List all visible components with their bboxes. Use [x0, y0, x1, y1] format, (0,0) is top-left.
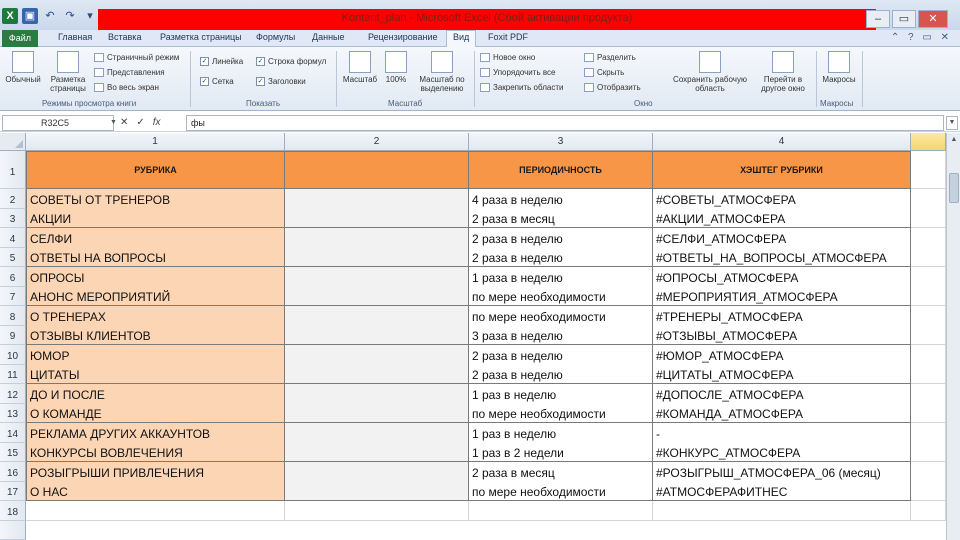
- rubrika-line: ЮМОР: [30, 349, 70, 363]
- empty-cell[interactable]: [653, 501, 911, 521]
- chevron-down-icon[interactable]: ▼: [110, 119, 117, 126]
- periodicity-line: 2 раза в неделю: [472, 251, 563, 265]
- close-button[interactable]: ✕: [918, 10, 948, 28]
- rubrika-line: АКЦИИ: [30, 212, 72, 226]
- empty-cell[interactable]: [911, 423, 946, 462]
- ruler-checkbox[interactable]: ✓ Линейка: [201, 57, 244, 66]
- row-header[interactable]: 9: [0, 326, 26, 346]
- blank-cell[interactable]: [285, 384, 469, 423]
- tab-file[interactable]: Файл: [2, 30, 38, 47]
- column-header[interactable]: 4: [653, 133, 911, 151]
- checkbox-icon: ✓: [257, 78, 264, 85]
- periodicity-line: 1 раз в неделю: [472, 427, 557, 441]
- hashtag-cell[interactable]: [653, 423, 911, 462]
- page-layout-button[interactable]: Разметка страницы: [46, 51, 90, 93]
- header-rubrika[interactable]: РУБРИКА: [26, 151, 285, 189]
- row-header[interactable]: 11: [0, 365, 26, 385]
- periodicity-line: по мере необходимости: [472, 485, 606, 499]
- blank-cell[interactable]: [285, 345, 469, 384]
- redo-icon[interactable]: ↷: [65, 10, 75, 22]
- hashtag-line: #ЦИТАТЫ_АТМОСФЕРА: [656, 368, 794, 382]
- vertical-scrollbar[interactable]: [946, 133, 960, 540]
- rubrika-line: АНОНС МЕРОПРИЯТИЙ: [30, 290, 171, 304]
- unhide-button[interactable]: Отобразить: [584, 83, 641, 92]
- hashtag-line: #ОПРОСЫ_АТМОСФЕРА: [656, 271, 799, 285]
- empty-cell[interactable]: [911, 151, 946, 189]
- row-header[interactable]: 8: [0, 306, 26, 326]
- rubrika-cell[interactable]: [26, 384, 285, 423]
- hashtag-line: #РОЗЫГРЫШ_АТМОСФЕРА_06 (месяц): [656, 466, 881, 480]
- row-header[interactable]: 15: [0, 443, 26, 463]
- formula-bar: [0, 114, 960, 132]
- hashtag-line: #ОТЗЫВЫ_АТМОСФЕРА: [656, 329, 798, 343]
- empty-cell[interactable]: [285, 501, 469, 521]
- rubrika-line: ДО И ПОСЛЕ: [30, 388, 105, 402]
- name-box[interactable]: R32C5: [2, 115, 114, 131]
- row-header[interactable]: 6: [0, 267, 26, 287]
- header-blank[interactable]: [284, 151, 469, 189]
- empty-cell[interactable]: [911, 228, 946, 267]
- periodicity-cell[interactable]: [469, 384, 653, 423]
- worksheet-grid: [0, 133, 960, 540]
- scroll-up-icon[interactable]: ▲: [950, 136, 958, 143]
- hide-icon: [584, 68, 594, 77]
- restore-button[interactable]: ▭: [892, 10, 916, 28]
- workspace-icon: [699, 51, 721, 73]
- switch-windows-button[interactable]: Перейти в другое окно: [752, 51, 814, 93]
- rubrika-line: КОНКУРСЫ ВОВЛЕЧЕНИЯ: [30, 446, 183, 460]
- title-bar: [0, 0, 960, 30]
- tab-home[interactable]: Главная: [58, 32, 93, 42]
- periodicity-line: по мере необходимости: [472, 407, 606, 421]
- formula-buttons: [120, 117, 161, 128]
- headings-checkbox[interactable]: ✓ Заголовки: [257, 77, 306, 86]
- rubrika-line: РОЗЫГРЫШИ ПРИВЛЕЧЕНИЯ: [30, 466, 204, 480]
- empty-cell[interactable]: [911, 462, 946, 501]
- row-header[interactable]: 3: [0, 209, 26, 229]
- rubrika-line: РЕКЛАМА ДРУГИХ АККАУНТОВ: [30, 427, 211, 441]
- customize-toolbar-icon[interactable]: ▾: [87, 10, 93, 22]
- hashtag-line: #АКЦИИ_АТМОСФЕРА: [656, 212, 786, 226]
- tab-view[interactable]: Вид: [446, 30, 476, 47]
- periodicity-line: 2 раза в месяц: [472, 466, 555, 480]
- zoom-button[interactable]: Масштаб: [342, 51, 378, 84]
- excel-app-icon[interactable]: X: [2, 8, 18, 24]
- rubrika-line: СЕЛФИ: [30, 232, 73, 246]
- periodicity-line: 2 раза в неделю: [472, 349, 563, 363]
- hashtag-cell[interactable]: [653, 462, 911, 501]
- formula-bar-checkbox[interactable]: ✓ Строка формул: [257, 57, 327, 66]
- hashtag-line: -: [656, 427, 660, 441]
- row-header[interactable]: [0, 521, 26, 540]
- row-header[interactable]: 4: [0, 228, 26, 248]
- row-header[interactable]: 2: [0, 189, 26, 209]
- blank-cell[interactable]: [285, 462, 469, 501]
- group-separator: [816, 51, 817, 107]
- checkbox-icon: ✓: [201, 78, 208, 85]
- group-label-show: Показать: [246, 99, 281, 108]
- hashtag-cell[interactable]: [653, 267, 911, 306]
- minimize-button[interactable]: –: [866, 10, 890, 28]
- periodicity-line: по мере необходимости: [472, 290, 606, 304]
- group-label-macros: Макросы: [820, 99, 854, 108]
- periodicity-line: 2 раза в неделю: [472, 368, 563, 382]
- split-button[interactable]: Разделить: [584, 53, 636, 62]
- empty-cell[interactable]: [911, 267, 946, 306]
- rubrika-cell[interactable]: [26, 306, 285, 345]
- tab-formulas[interactable]: Формулы: [256, 32, 296, 42]
- hashtag-line: #ДОПОСЛЕ_АТМОСФЕРА: [656, 388, 804, 402]
- periodicity-line: 3 раза в неделю: [472, 329, 563, 343]
- periodicity-cell[interactable]: [469, 306, 653, 345]
- normal-view-button[interactable]: Обычный: [4, 51, 42, 84]
- rubrika-cell[interactable]: [26, 267, 285, 306]
- page-break-icon: [94, 53, 104, 62]
- magnifier-icon: [349, 51, 371, 73]
- row-header[interactable]: 5: [0, 248, 26, 268]
- rubrika-line: О КОМАНДЕ: [30, 407, 102, 421]
- hashtag-line: #ТРЕНЕРЫ_АТМОСФЕРА: [656, 310, 803, 324]
- save-icon[interactable]: ▣: [22, 8, 38, 24]
- expand-formula-icon[interactable]: ▼: [946, 116, 958, 130]
- tab-data[interactable]: Данные: [312, 32, 345, 42]
- empty-cell[interactable]: [469, 501, 653, 521]
- group-label-zoom: Масштаб: [388, 99, 423, 108]
- row-header[interactable]: 17: [0, 482, 26, 502]
- rubrika-cell[interactable]: [26, 228, 285, 267]
- save-workspace-button[interactable]: Сохранить рабочую область: [672, 51, 748, 93]
- tab-insert[interactable]: Вставка: [108, 32, 142, 42]
- checkbox-icon: ✓: [201, 58, 208, 65]
- hashtag-cell[interactable]: [653, 345, 911, 384]
- fullscreen-icon: [94, 83, 104, 92]
- arrange-icon: [480, 68, 490, 77]
- macros-icon: [828, 51, 850, 73]
- group-separator: [336, 51, 337, 107]
- fullscreen-button[interactable]: Во весь экран: [94, 83, 159, 92]
- header-hashtag[interactable]: ХЭШТЕГ РУБРИКИ: [652, 151, 911, 189]
- periodicity-line: 1 раз в неделю: [472, 388, 557, 402]
- blank-cell[interactable]: [285, 423, 469, 462]
- undo-icon[interactable]: ↶: [45, 10, 55, 22]
- periodicity-cell[interactable]: [469, 423, 653, 462]
- column-header-selected[interactable]: [911, 133, 946, 151]
- periodicity-line: 2 раза в месяц: [472, 212, 555, 226]
- group-label-window: Окно: [634, 99, 653, 108]
- periodicity-line: 2 раза в неделю: [472, 232, 563, 246]
- periodicity-cell[interactable]: [469, 345, 653, 384]
- row-header[interactable]: 13: [0, 404, 26, 424]
- macros-button[interactable]: Макросы: [820, 51, 858, 84]
- hashtag-line: #ОТВЕТЫ_НА_ВОПРОСЫ_АТМОСФЕРА: [656, 251, 887, 265]
- views-button[interactable]: Представления: [94, 68, 165, 77]
- hashtag-line: #СОВЕТЫ_АТМОСФЕРА: [656, 193, 796, 207]
- enter-entry-icon[interactable]: ✓: [136, 117, 145, 128]
- page-layout-icon: [57, 51, 79, 73]
- rubrika-line: ЦИТАТЫ: [30, 368, 80, 382]
- rubrika-line: ОПРОСЫ: [30, 271, 85, 285]
- empty-cell[interactable]: [911, 345, 946, 384]
- rubrika-cell[interactable]: [26, 345, 285, 384]
- freeze-icon: [480, 83, 490, 92]
- rubrika-line: ОТЗЫВЫ КЛИЕНТОВ: [30, 329, 151, 343]
- blank-cell[interactable]: [285, 189, 469, 228]
- group-separator: [474, 51, 475, 107]
- normal-view-icon: [12, 51, 34, 73]
- rubrika-line: ОТВЕТЫ НА ВОПРОСЫ: [30, 251, 166, 265]
- scroll-thumb[interactable]: [949, 173, 959, 203]
- empty-cell[interactable]: [911, 384, 946, 423]
- group-separator: [190, 51, 191, 107]
- hashtag-line: #СЕЛФИ_АТМОСФЕРА: [656, 232, 787, 246]
- empty-cell[interactable]: [911, 306, 946, 345]
- blank-cell[interactable]: [285, 306, 469, 345]
- column-header[interactable]: 2: [285, 133, 469, 151]
- periodicity-line: 4 раза в неделю: [472, 193, 563, 207]
- group-separator: [862, 51, 863, 107]
- arrange-all-button[interactable]: Упорядочить все: [480, 68, 555, 77]
- tab-foxit-pdf[interactable]: Foxit PDF: [488, 32, 529, 42]
- unhide-icon: [584, 83, 594, 92]
- hashtag-line: #ЮМОР_АТМОСФЕРА: [656, 349, 784, 363]
- views-icon: [94, 68, 104, 77]
- periodicity-cell[interactable]: [469, 228, 653, 267]
- rubrika-line: О НАС: [30, 485, 68, 499]
- periodicity-cell[interactable]: [469, 462, 653, 501]
- row-header[interactable]: 12: [0, 384, 26, 404]
- row-header[interactable]: 10: [0, 345, 26, 365]
- header-periodicity[interactable]: ПЕРИОДИЧНОСТЬ: [468, 151, 653, 189]
- blank-cell[interactable]: [285, 267, 469, 306]
- periodicity-line: 1 раз в 2 недели: [472, 446, 564, 460]
- group-label-view-modes: Режимы просмотра книги: [42, 99, 137, 108]
- new-window-icon: [480, 53, 490, 62]
- quick-access-toolbar: [2, 8, 98, 24]
- periodicity-line: 1 раза в неделю: [472, 271, 563, 285]
- row-header[interactable]: 14: [0, 423, 26, 443]
- ribbon-view: [0, 47, 960, 111]
- empty-cell[interactable]: [911, 189, 946, 228]
- window-controls: [866, 10, 948, 28]
- zoom-100-button[interactable]: 100%: [382, 51, 410, 84]
- formula-input[interactable]: фы: [186, 115, 944, 131]
- rubrika-line: О ТРЕНЕРАХ: [30, 310, 106, 324]
- rubrika-cell[interactable]: [26, 423, 285, 462]
- hide-button[interactable]: Скрыть: [584, 68, 624, 77]
- cancel-entry-icon[interactable]: ✕: [120, 117, 129, 128]
- page-break-button[interactable]: Страничный режим: [94, 53, 179, 62]
- tab-page-layout[interactable]: Разметка страницы: [160, 32, 242, 42]
- rubrika-cell[interactable]: [26, 462, 285, 501]
- periodicity-line: по мере необходимости: [472, 310, 606, 324]
- zoom-100-icon: [385, 51, 407, 73]
- tab-review[interactable]: Рецензирование: [368, 32, 438, 42]
- column-header[interactable]: 3: [469, 133, 653, 151]
- periodicity-cell[interactable]: [469, 267, 653, 306]
- empty-cell[interactable]: [911, 501, 946, 521]
- select-all-corner[interactable]: [0, 133, 26, 151]
- new-window-button[interactable]: Новое окно: [480, 53, 535, 62]
- row-header[interactable]: 16: [0, 462, 26, 482]
- rubrika-cell[interactable]: [26, 189, 285, 228]
- ribbon-help-icons[interactable]: ⌃ ? ▭ ✕: [890, 32, 952, 43]
- window-title: Kontent_plan - Microsoft Excel (Сбой активации продукта): [341, 12, 633, 24]
- row-header[interactable]: 1: [0, 151, 26, 189]
- periodicity-cell[interactable]: [469, 189, 653, 228]
- ribbon-tabs: [0, 30, 960, 47]
- row-header[interactable]: 7: [0, 287, 26, 307]
- empty-cell[interactable]: [26, 501, 285, 521]
- blank-cell[interactable]: [285, 228, 469, 267]
- checkbox-icon: ✓: [257, 58, 264, 65]
- switch-window-icon: [772, 51, 794, 73]
- column-header[interactable]: 1: [26, 133, 285, 151]
- insert-function-icon[interactable]: fx: [152, 117, 161, 128]
- split-icon: [584, 53, 594, 62]
- hashtag-cell[interactable]: [653, 306, 911, 345]
- hashtag-line: #АТМОСФЕРАФИТНЕС: [656, 485, 788, 499]
- hashtag-line: #КОНКУРС_АТМОСФЕРА: [656, 446, 801, 460]
- grid-checkbox[interactable]: ✓ Сетка: [201, 77, 234, 86]
- hashtag-cell[interactable]: [653, 189, 911, 228]
- hashtag-line: #МЕРОПРИЯТИЯ_АТМОСФЕРА: [656, 290, 838, 304]
- hashtag-cell[interactable]: [653, 384, 911, 423]
- zoom-selection-icon: [431, 51, 453, 73]
- zoom-to-selection-button[interactable]: Масштаб по выделению: [414, 51, 470, 93]
- rubrika-line: СОВЕТЫ ОТ ТРЕНЕРОВ: [30, 193, 171, 207]
- row-header[interactable]: 18: [0, 501, 26, 521]
- hashtag-cell[interactable]: [653, 228, 911, 267]
- hashtag-line: #КОМАНДА_АТМОСФЕРА: [656, 407, 804, 421]
- freeze-panes-button[interactable]: Закрепить области: [480, 83, 563, 92]
